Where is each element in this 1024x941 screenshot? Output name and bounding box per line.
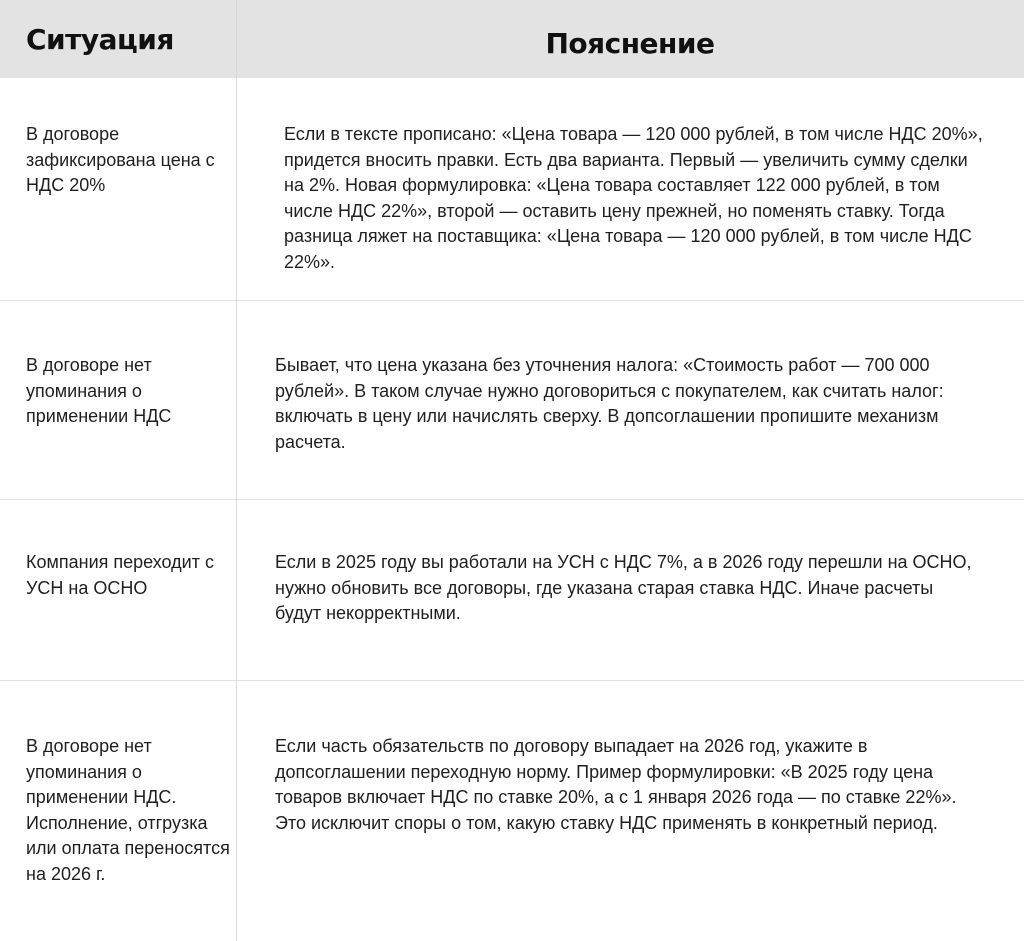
explanation-cell: Бывает, что цена указана без уточнения налога: «Стоимость работ — 700 000 рублей». В таком случае нужно договориться с покупателем, как считать налог: включать в цену или начислять сверху. В допсоглашении пропишите механизм расчета. bbox=[275, 355, 944, 452]
explanation-cell: Если в 2025 году вы работали на УСН с НДС 7%, а в 2026 году перешли на ОСНО, нужно обновить все договоры, где указана старая ставка НДС. Иначе расчеты будут некорректными. bbox=[275, 552, 972, 623]
situation-cell: Компания переходит с УСН на ОСНО bbox=[26, 552, 214, 598]
explanation-cell: Если часть обязательств по договору выпадает на 2026 год, укажите в допсоглашении переходную норму. Пример формулировки: «В 2025 году цена товаров включает НДС по ставке 20%, а с 1 января 2026 года — по ставке 22%». Это исключит споры о том, какую ставку НДС применять в конкретный период. bbox=[275, 736, 957, 833]
header-explanation: Пояснение bbox=[545, 26, 715, 60]
header-situation: Ситуация bbox=[26, 22, 174, 56]
row-divider bbox=[0, 680, 1024, 681]
situation-cell: В договоре зафиксирована цена с НДС 20% bbox=[26, 124, 215, 195]
explanation-cell: Если в тексте прописано: «Цена товара — 120 000 рублей, в том числе НДС 20%», придется вносить правки. Есть два варианта. Первый — увеличить сумму сделки на 2%. Новая формулировка: «Цена товара составляет 122 000 рублей, в том числе НДС 22%», второй — оставить цену прежней, но поменять ставку. Тогда разница ляжет на поставщика: «Цена товара — 120 000 рублей, в том числе НДС 22%». bbox=[284, 124, 983, 272]
situation-cell: В договоре нет упоминания о применении НДС. Исполнение, отгрузка или оплата переносятся на 2026 г. bbox=[26, 736, 230, 884]
column-divider bbox=[236, 0, 237, 941]
table-header bbox=[0, 0, 1024, 78]
row-divider bbox=[0, 499, 1024, 500]
situation-cell: В договоре нет упоминания о применении НДС bbox=[26, 355, 172, 426]
row-divider bbox=[0, 300, 1024, 301]
